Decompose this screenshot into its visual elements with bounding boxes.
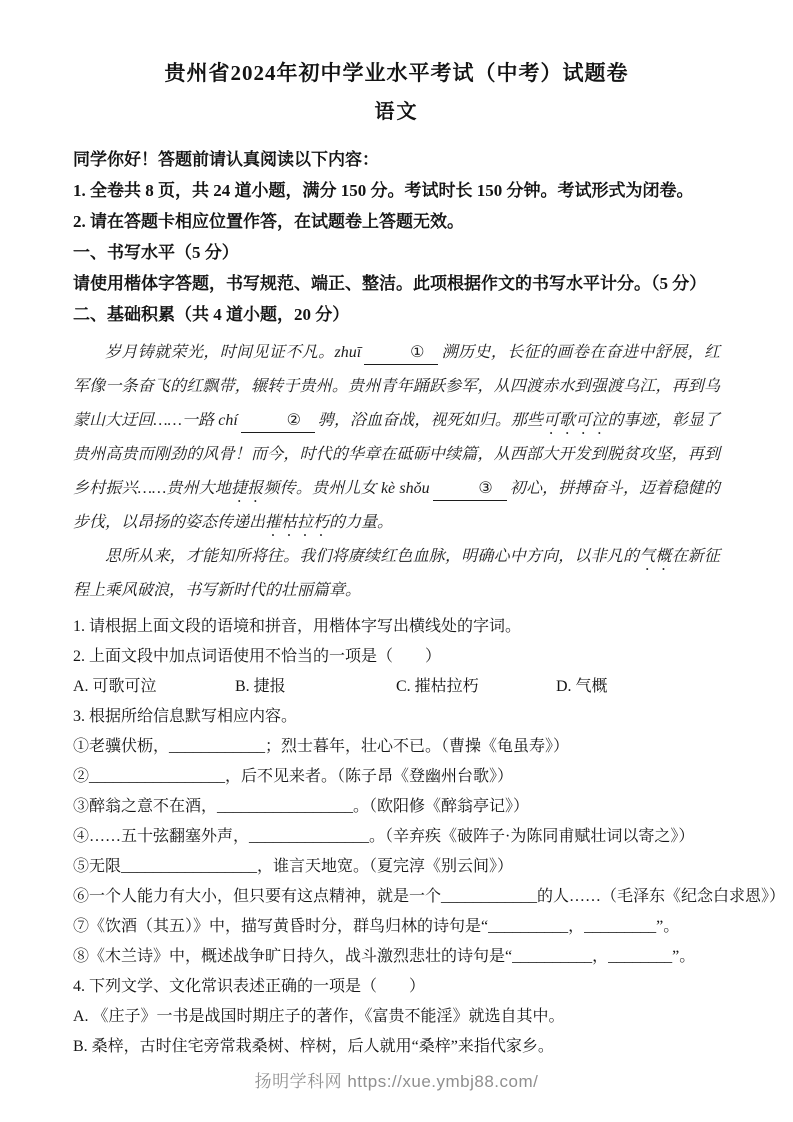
question-3-item-3: ③醉翁之意不在酒，_________________。（欧阳修《醉翁亭记》）: [73, 798, 530, 815]
question-3: 3. 根据所给信息默写相应内容。: [73, 708, 298, 725]
passage-text: 的事迹，彰显了贵州高贵而刚劲的风骨！而今，时代的华章在砥砺中续篇，从西部大开发到脱贫攻坚，再到乡村振兴……贵州大地: [73, 412, 720, 497]
dotted-emphasis-word: 气概: [639, 548, 672, 565]
question-4-option-b: B. 桑梓，古时住宅旁常栽桑树、梓树，后人就用“桑梓”来指代家乡。: [73, 1038, 554, 1055]
passage-paragraph-2: [73, 540, 720, 608]
question-2-option-c: C. 摧枯拉朽: [396, 678, 479, 695]
notice-greeting: 同学你好！答题前请认真阅读以下内容：: [73, 150, 379, 169]
watermark-footer: 扬明学科网 https://xue.ymbj88.com/: [254, 1072, 539, 1091]
question-2-option-a: A. 可歌可泣: [73, 678, 157, 695]
section-2-heading: 二、基础积累（共 4 道小题，20 分）: [73, 305, 350, 324]
reading-passage: [73, 336, 720, 608]
question-4-option-a: A. 《庄子》一书是战国时期庄子的著作，《富贵不能淫》就选自其中。: [73, 1008, 565, 1025]
dotted-emphasis-word: 摧枯拉朽: [265, 514, 330, 531]
question-3-item-6: ⑥一个人能力有大小，但只要有这点精神，就是一个____________的人……（毛泽东《纪念白求恩》）: [73, 888, 786, 905]
question-3-item-4: ④……五十弦翻塞外声，_______________。（辛弃疾《破阵子·为陈同甫赋壮词以寄之》）: [73, 828, 695, 845]
passage-text: 的力量。: [329, 514, 394, 531]
passage-text: 骋，浴血奋战，视死如归。那些: [317, 412, 544, 429]
question-2-option-b: B. 捷报: [235, 678, 286, 695]
question-1: 1. 请根据上面文段的语境和拼音，用楷体字写出横线处的字词。: [73, 618, 522, 635]
question-2: 2. 上面文段中加点词语使用不恰当的一项是（ ）: [73, 648, 442, 665]
question-3-item-1: ①老骥伏枥，____________；烈士暮年，壮心不已。（曹操《龟虽寿》）: [73, 738, 570, 755]
dotted-emphasis-word: 捷报: [231, 480, 264, 497]
section-1-body: 请使用楷体字答题，书写规范、端正、整洁。此项根据作文的书写水平计分。（5 分）: [73, 274, 707, 293]
question-3-item-2: ②_________________，后不见来者。（陈子昂《登幽州台歌》）: [73, 768, 514, 785]
question-3-item-8: ⑧《木兰诗》中，概述战争旷日持久，战斗激烈悲壮的诗句是“__________，________”。: [73, 948, 696, 965]
notice-block: [73, 144, 720, 237]
section-1-heading: 一、书写水平（5 分）: [73, 243, 239, 262]
question-2-option-d: D. 气概: [556, 678, 608, 695]
exam-title: 贵州省2024年初中学业水平考试（中考）试题卷: [164, 61, 629, 85]
exam-subject: 语文: [374, 101, 419, 123]
section-2-accumulation: [73, 299, 720, 330]
pinyin-answer-blank: ②: [241, 410, 315, 433]
passage-text: 思所从来，才能知所将往。我们将赓续红色血脉，明确心中方向，以非凡的: [105, 548, 640, 565]
passage-paragraph-1: [73, 336, 720, 540]
question-2-options: [73, 672, 720, 702]
pinyin-answer-blank: ③: [433, 478, 507, 501]
question-4: 4. 下列文学、文化常识表述正确的一项是（ ）: [73, 978, 426, 995]
passage-text: 岁月铸就荣光，时间见证不凡。zhuī: [105, 344, 362, 361]
passage-text: 在新征程上乘风破浪，书写新时代的壮丽篇章。: [73, 548, 720, 599]
passage-text: 初心，拼搏奋斗，迈着稳健的步伐，以昂扬的姿态传递出: [73, 480, 720, 531]
pinyin-answer-blank: ①: [364, 342, 438, 365]
notice-item-1: 1. 全卷共 8 页，共 24 道小题，满分 150 分。考试时长 150 分钟。考试形式为闭卷。: [73, 181, 694, 200]
questions-block: [73, 612, 786, 1062]
question-3-item-7: ⑦《饮酒（其五）》中，描写黄昏时分，群鸟归林的诗句是“__________，_________”。: [73, 918, 680, 935]
notice-item-2: 2. 请在答题卡相应位置作答，在试题卷上答题无效。: [73, 212, 464, 231]
passage-text: 溯历史，长征的画卷在奋进中舒展，红军像一条奋飞的红飘带，辗转于贵州。贵州青年踊跃参军，从四渡赤水到强渡乌江，再到乌蒙山大迂回……一路 chí: [73, 344, 720, 429]
section-1-writing: [73, 237, 720, 299]
passage-text: 频传。贵州儿女 kè shǒu: [263, 480, 430, 497]
dotted-emphasis-word: 可歌可泣: [543, 412, 608, 429]
question-3-item-5: ⑤无限_________________，谁言天地宽。（夏完淳《别云间》）: [73, 858, 514, 875]
